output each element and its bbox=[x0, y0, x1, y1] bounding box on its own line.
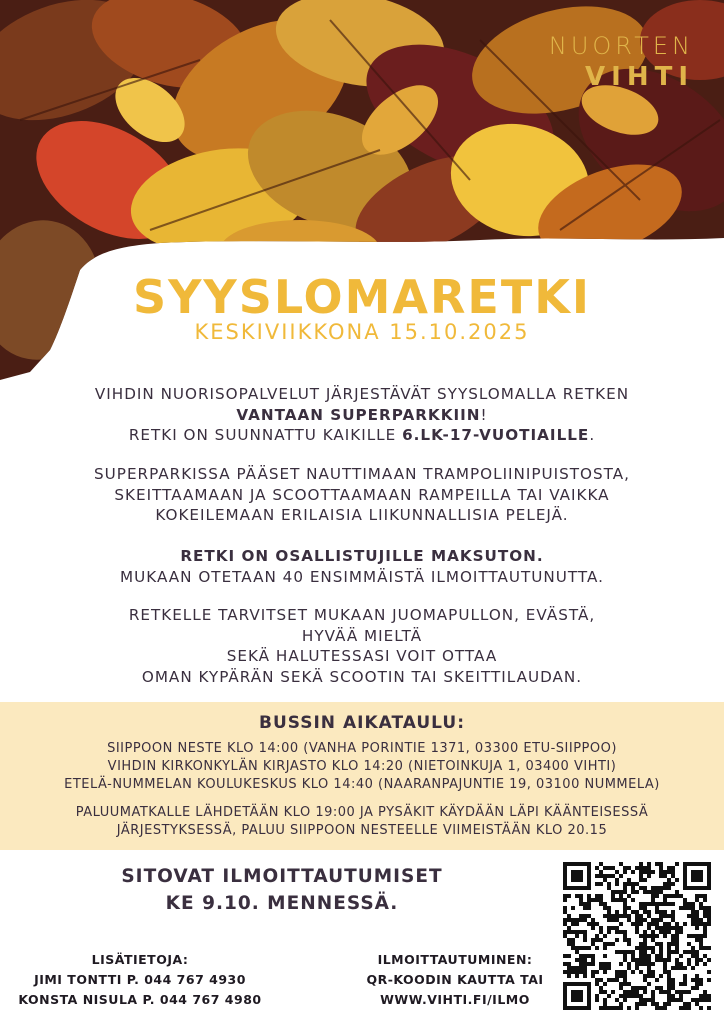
qr-code-icon bbox=[563, 862, 711, 1010]
intro-paragraph bbox=[0, 384, 724, 446]
registration-url[interactable]: WWW.VIHTI.FI/ILMO bbox=[380, 992, 530, 1007]
activities-line: SUPERPARKISSA PÄÄSET NAUTTIMAAN TRAMPOLIINIPUISTOSTA, bbox=[94, 465, 630, 483]
event-date: KESKIVIIKKONA 15.10.2025 bbox=[194, 320, 530, 344]
registration-title: ILMOITTAUTUMINEN: bbox=[377, 952, 533, 967]
bring-line: OMAN KYPÄRÄN SEKÄ SCOOTIN TAI SKEITTILAUDAN. bbox=[141, 667, 583, 686]
logo-line1: NUORTEN bbox=[548, 32, 694, 60]
registration-info bbox=[355, 950, 555, 1010]
cost-paragraph bbox=[0, 546, 724, 587]
activities-paragraph bbox=[0, 464, 724, 526]
intro-audience-text: RETKI ON SUUNNATTU KAIKILLE bbox=[128, 426, 403, 444]
bus-stop: SIIPPOON NESTE KLO 14:00 (VANHA PORINTIE 1371, 03300 ETU-SIIPPOO) bbox=[107, 741, 617, 756]
bus-schedule-title: BUSSIN AIKATAULU: bbox=[259, 713, 465, 733]
intro-exclamation: ! bbox=[480, 405, 488, 424]
nuorten-vihti-logo bbox=[549, 34, 694, 90]
intro-destination: VANTAAN SUPERPARKKIIN bbox=[236, 405, 481, 424]
activities-line: SKEITTAAMAAN JA SCOOTTAAMAAN RAMPEILLA TAI VAIKKA bbox=[114, 485, 610, 504]
qr-code[interactable] bbox=[563, 862, 711, 1010]
bus-return: PALUUMATKALLE LÄHDETÄÄN KLO 19:00 JA PYSÄKIT KÄYDÄÄN LÄPI KÄÄNTEISESSÄ bbox=[75, 805, 649, 820]
bring-line: HYVÄÄ MIELTÄ bbox=[301, 626, 423, 645]
contact-person: JIMI TONTTI P. 044 767 4930 bbox=[34, 972, 246, 987]
registration-method: QR-KOODIN KAUTTA TAI bbox=[366, 972, 544, 987]
intro-line1: VIHDIN NUORISOPALVELUT JÄRJESTÄVÄT SYYSLOMALLA RETKEN bbox=[94, 385, 630, 403]
registration-deadline-line2: KE 9.10. MENNESSÄ. bbox=[165, 893, 399, 914]
contact-person: KONSTA NISULA P. 044 767 4980 bbox=[18, 992, 262, 1007]
registration-deadline-line1: SITOVAT ILMOITTAUTUMISET bbox=[121, 866, 443, 887]
bus-stop: ETELÄ-NUMMELAN KOULUKESKUS KLO 14:40 (NAARANPAJUNTIE 19, 03100 NUMMELA) bbox=[64, 777, 660, 792]
contact-title: LISÄTIETOJA: bbox=[91, 952, 189, 967]
intro-period: . bbox=[589, 426, 596, 444]
page-title: SYYSLOMARETKI bbox=[132, 270, 591, 324]
contact-info bbox=[10, 950, 270, 1010]
bring-line: SEKÄ HALUTESSASI VOIT OTTAA bbox=[226, 647, 498, 665]
logo-line2: VIHTI bbox=[585, 62, 694, 92]
bus-return: JÄRJESTYKSESSÄ, PALUU SIIPPOON NESTEELLE VIIMEISTÄÄN KLO 20.15 bbox=[116, 823, 608, 838]
bus-stop: VIHDIN KIRKONKYLÄN KIRJASTO KLO 14:20 (NIETOINKUJA 1, 03400 VIHTI) bbox=[107, 759, 617, 774]
cost-limit: MUKAAN OTETAAN 40 ENSIMMÄISTÄ ILMOITTAUTUNUTTA. bbox=[120, 567, 604, 586]
intro-audience: 6.LK-17-VUOTIAILLE bbox=[402, 426, 590, 444]
bring-line: RETKELLE TARVITSET MUKAAN JUOMAPULLON, EVÄSTÄ, bbox=[128, 606, 596, 624]
activities-line: KOKEILEMAAN ERILAISIA LIIKUNNALLISIA PELEJÄ. bbox=[155, 506, 569, 524]
bring-paragraph bbox=[0, 605, 724, 687]
cost-free: RETKI ON OSALLISTUJILLE MAKSUTON. bbox=[180, 547, 544, 565]
